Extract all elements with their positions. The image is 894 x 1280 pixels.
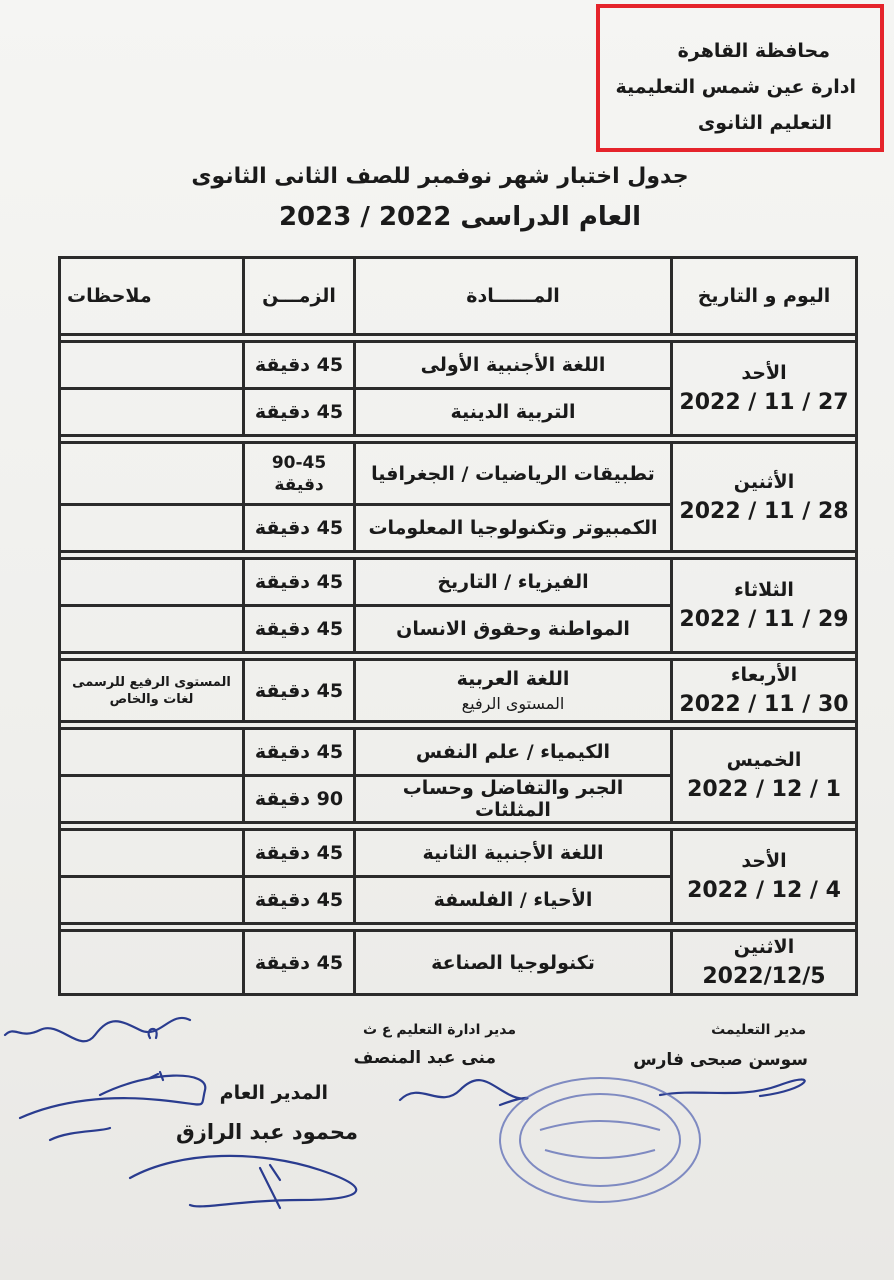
day-date: 2022 / 12 / 1	[687, 777, 841, 802]
subject-cell	[355, 660, 672, 722]
signer2-signature-stroke	[400, 1080, 528, 1105]
day-date: 2022 / 11 / 29	[679, 607, 849, 632]
day-cell	[672, 830, 857, 924]
day-date: 2022 / 12 / 4	[687, 878, 841, 903]
day-date: 2022 / 11 / 27	[679, 390, 849, 415]
table-row	[60, 443, 857, 505]
time-cell: 45 دقيقة	[244, 877, 355, 924]
time-cell: 90-45 دقيقة	[244, 443, 355, 505]
time-cell: 90 دقيقة	[244, 776, 355, 823]
time-cell: 45 دقيقة	[244, 389, 355, 436]
day-name: الأحد	[741, 362, 787, 384]
notes-cell	[60, 877, 244, 924]
subject-cell: الفيزياء / التاريخ	[355, 559, 672, 606]
notes-cell	[60, 389, 244, 436]
time-cell: 45 دقيقة	[244, 559, 355, 606]
official-stamp	[500, 1078, 700, 1202]
subject-cell: الأحياء / الفلسفة	[355, 877, 672, 924]
day-cell	[672, 342, 857, 436]
table-header-row	[60, 258, 857, 335]
signer3-name: محمود عبد الرازق	[175, 1120, 358, 1144]
day-cell	[672, 660, 857, 722]
time-cell: 45 دقيقة	[244, 931, 355, 995]
time-cell: 45 دقيقة	[244, 729, 355, 776]
subject-cell: تكنولوجيا الصناعة	[355, 931, 672, 995]
subject-main: اللغة العربية	[456, 668, 570, 690]
day-date: 2022/12/5	[702, 964, 826, 989]
table-row	[60, 729, 857, 776]
day-date: 2022 / 11 / 28	[679, 498, 849, 524]
table-row	[60, 830, 857, 877]
signer1-signature-stroke	[660, 1080, 805, 1096]
time-cell: 45 دقيقة	[244, 830, 355, 877]
signer2-name: منى عبد المنصف	[353, 1048, 496, 1068]
time-cell: 45 دقيقة	[244, 606, 355, 653]
time-cell: 45 دقيقة	[244, 660, 355, 722]
stage-label: التعليم الثانوى	[697, 112, 832, 134]
subject-cell: الكمبيوتر وتكنولوجيا المعلومات	[355, 505, 672, 552]
signer3-title: المدير العام	[219, 1082, 328, 1104]
handwriting-signatures	[0, 1000, 894, 1240]
notes-cell	[60, 830, 244, 877]
day-name: الأثنين	[733, 470, 795, 493]
signer1-title: مدير التعليمث	[711, 1022, 806, 1038]
table-row	[60, 342, 857, 389]
exam-schedule-table	[58, 256, 858, 996]
notes-cell	[60, 931, 244, 995]
notes-cell	[60, 606, 244, 653]
notes-cell	[60, 505, 244, 552]
day-cell	[672, 443, 857, 552]
day-name: الاثنين	[733, 936, 795, 958]
day-name: الأربعاء	[730, 664, 798, 686]
subject-level: المستوى الرفيع	[461, 694, 565, 713]
subject-cell: اللغة الأجنبية الأولى	[355, 342, 672, 389]
day-date: 2022 / 11 / 30	[679, 692, 849, 717]
notes-cell	[60, 443, 244, 505]
header-time: الزمـــن	[244, 258, 355, 335]
academic-year: العام الدراسى 2022 / 2023	[278, 202, 642, 232]
subject-cell: اللغة الأجنبية الثانية	[355, 830, 672, 877]
notes-cell	[60, 342, 244, 389]
time-cell: 45 دقيقة	[244, 505, 355, 552]
left-signature-stroke	[20, 1076, 205, 1118]
day-name: الخميس	[726, 749, 802, 771]
day-cell	[672, 559, 857, 653]
subject-cell: المواطنة وحقوق الانسان	[355, 606, 672, 653]
center-signature-stroke	[130, 1156, 356, 1207]
notes-cell	[60, 729, 244, 776]
subject-cell: الجبر والتفاضل وحساب المثلثات	[355, 776, 672, 823]
table-row	[60, 931, 857, 995]
subject-cell: التربية الدينية	[355, 389, 672, 436]
table-row	[60, 660, 857, 722]
time-cell: 45 دقيقة	[244, 342, 355, 389]
subject-cell: تطبيقات الرياضيات / الجغرافيا	[355, 443, 672, 505]
handwritten-note-stroke	[5, 1018, 190, 1041]
day-cell	[672, 729, 857, 823]
day-cell	[672, 931, 857, 995]
header-highlight-box	[596, 4, 884, 152]
day-name: الأحد	[741, 850, 787, 872]
administration-label: ادارة عين شمس التعليمية	[615, 76, 856, 98]
header-day: اليوم و التاريخ	[672, 258, 857, 335]
day-name: الثلاثاء	[734, 579, 794, 601]
notes-cell: المستوى الرفيع للرسمى لغات والخاص	[60, 660, 244, 722]
subject-cell: الكيمياء / علم النفس	[355, 729, 672, 776]
signer1-name: سوسن صبحى فارس	[633, 1050, 808, 1070]
governorate-label: محافظة القاهرة	[677, 40, 830, 62]
notes-cell	[60, 559, 244, 606]
signer2-title: مدير ادارة التعليم ع ث	[362, 1022, 516, 1038]
notes-cell	[60, 776, 244, 823]
header-subject: المــــــادة	[355, 258, 672, 335]
header-notes: ملاحظات	[60, 258, 244, 335]
document-title: جدول اختبار شهر نوفمبر للصف الثانى الثانوى	[191, 164, 689, 189]
table-row	[60, 559, 857, 606]
